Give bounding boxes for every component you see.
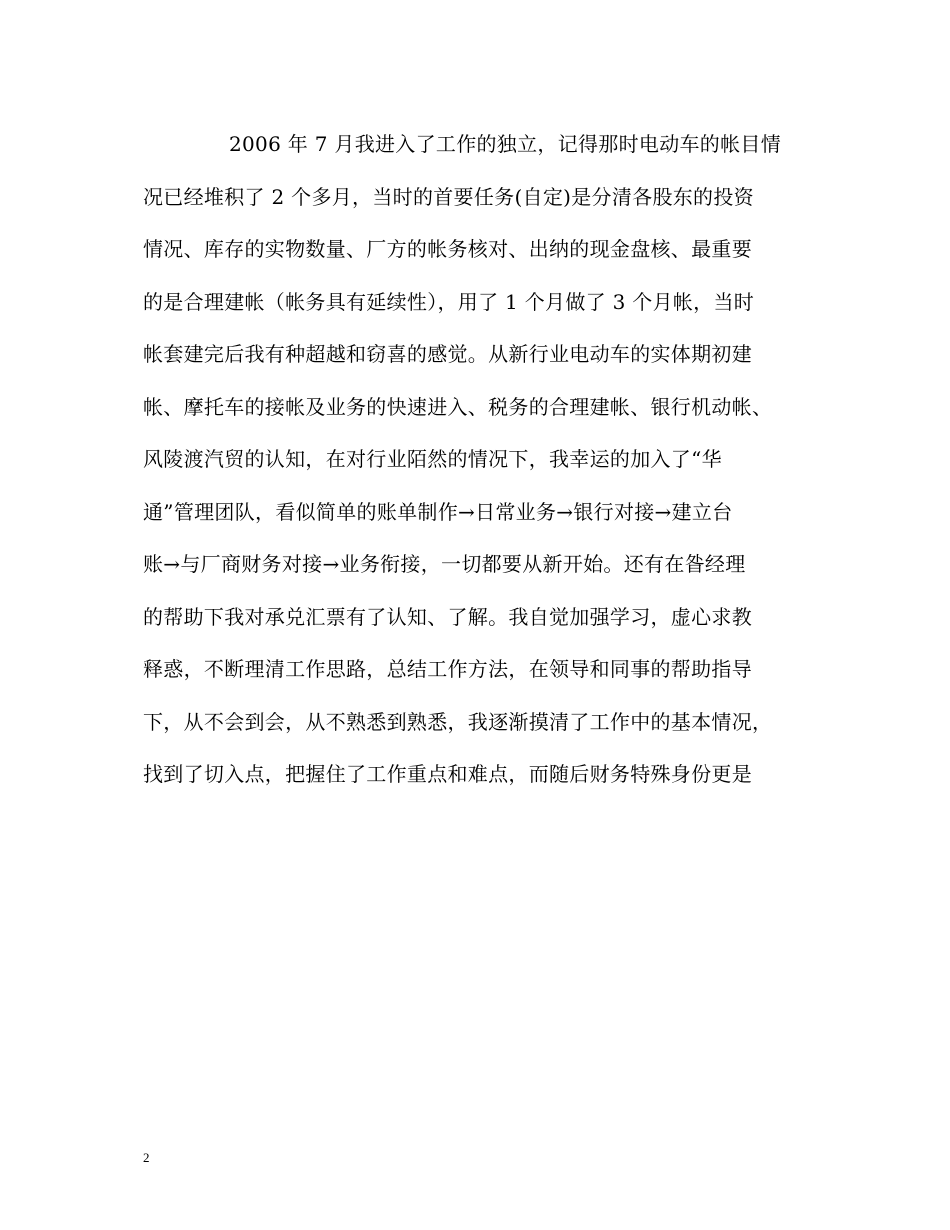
text-line-10: 的帮助下我对承兑汇票有了认知、了解。我自觉加强学习，虚心求教 — [143, 604, 752, 629]
text-line-1: 2006 年 7 月我进入了工作的独立，记得那时电动车的帐目情 — [229, 132, 781, 156]
text-line-4: 的是合理建帐（帐务具有延续性），用了 1 个月做了 3 个月帐，当时 — [143, 289, 755, 314]
text-line-11: 释惑，不断理清工作思路，总结工作方法，在领导和同事的帮助指导 — [143, 657, 752, 681]
body-paragraph — [143, 124, 823, 807]
text-line-9: 账→与厂商财务对接→业务衔接，一切都要从新开始。还有在昝经理 — [143, 552, 746, 576]
text-line-2: 况已经堆积了 2 个多月，当时的首要任务(自定)是分清各股东的投资 — [143, 184, 754, 209]
text-line-7: 风陵渡汽贸的认知，在对行业陌然的情况下，我幸运的加入了“华 — [143, 447, 722, 471]
text-line-13: 找到了切入点，把握住了工作重点和难点，而随后财务特殊身份更是 — [143, 762, 752, 786]
text-line-12: 下，从不会到会，从不熟悉到熟悉，我逐渐摸清了工作中的基本情况， — [143, 709, 773, 734]
page-number: 2 — [143, 1150, 150, 1165]
text-line-6: 帐、摩托车的接帐及业务的快速进入、税务的合理建帐、银行机动帐、 — [143, 394, 773, 419]
text-line-3: 情况、库存的实物数量、厂方的帐务核对、出纳的现金盘核、最重要 — [143, 237, 752, 261]
text-line-8: 通”管理团队，看似简单的账单制作→日常业务→银行对接→建立台 — [143, 499, 733, 524]
text-line-5: 帐套建完后我有种超越和窃喜的感觉。从新行业电动车的实体期初建 — [143, 342, 752, 366]
